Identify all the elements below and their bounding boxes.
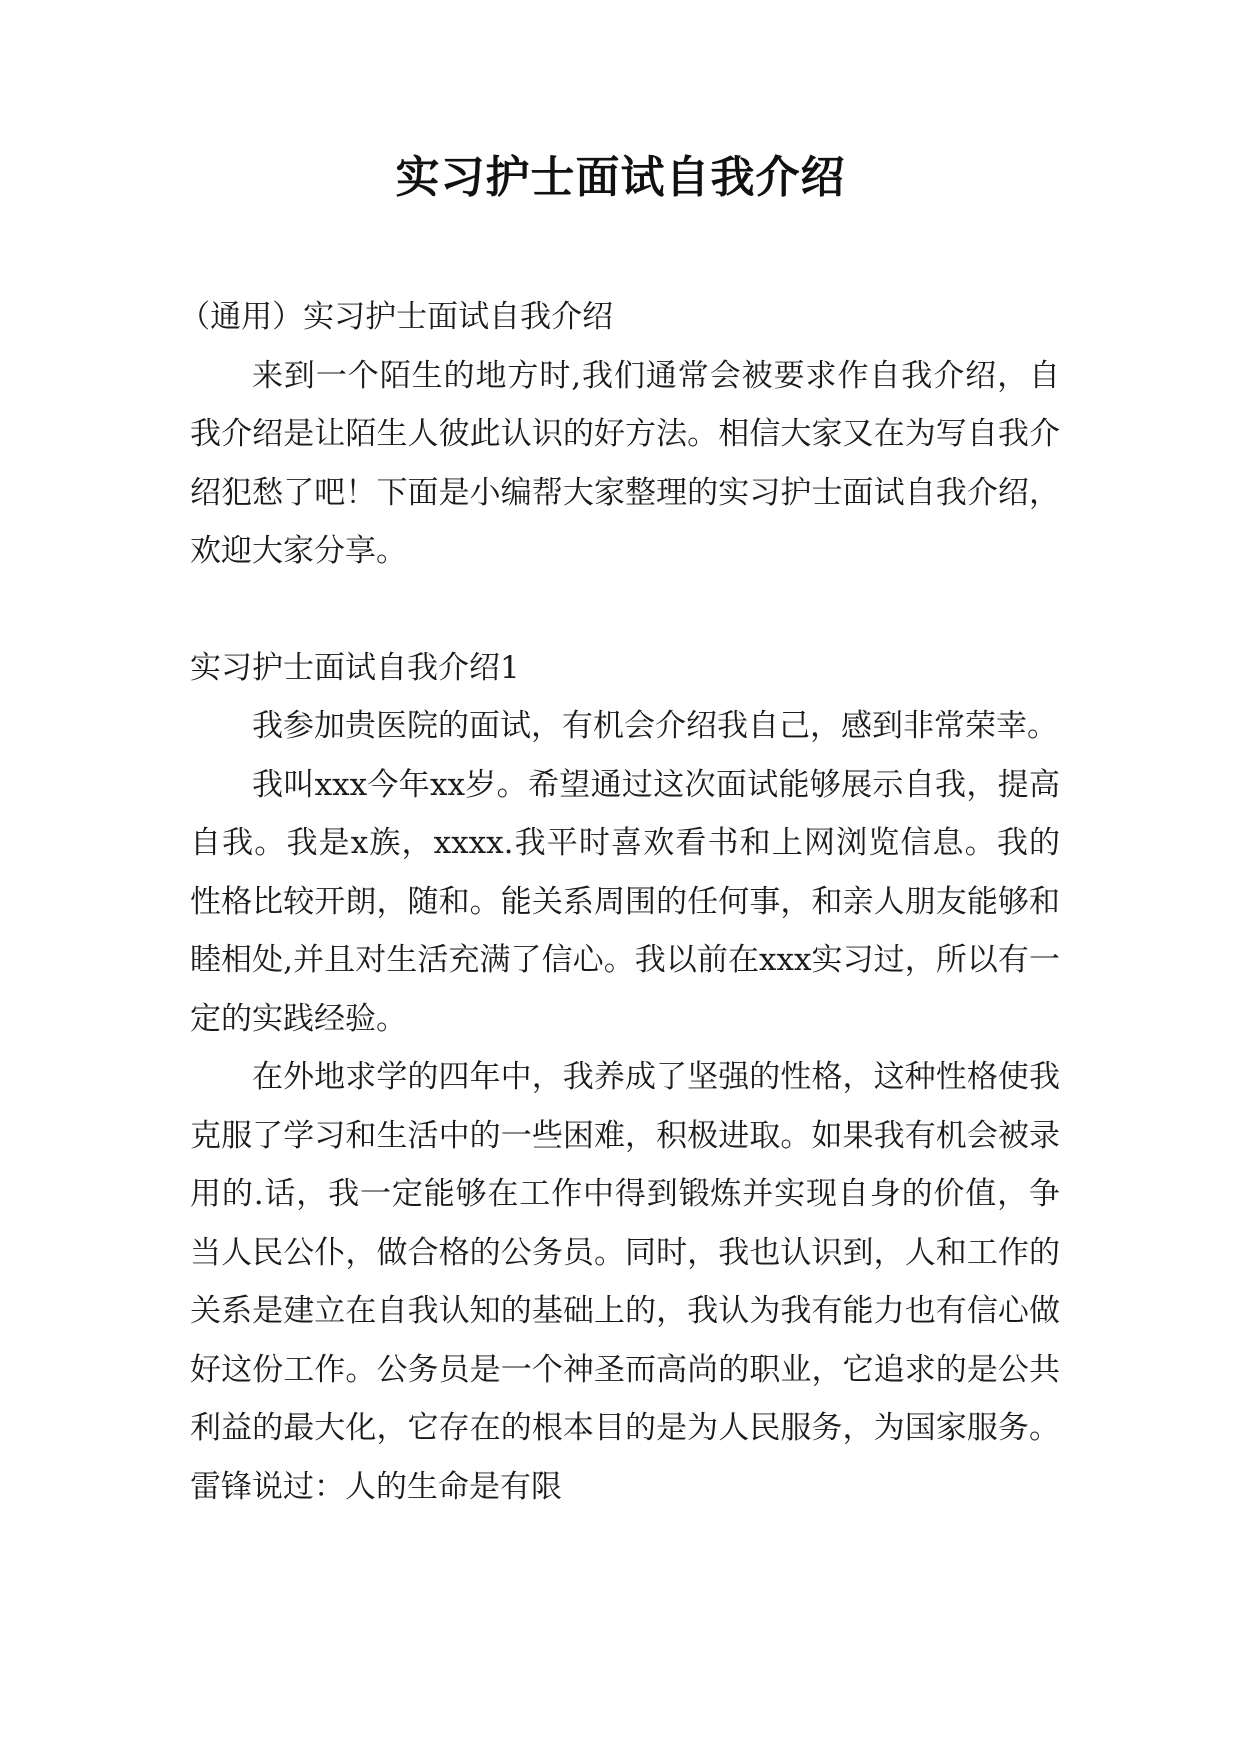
intro-paragraph: 来到一个陌生的地方时,我们通常会被要求作自我介绍，自我介绍是让陌生人彼此认识的好方法。相信大家又在为写自我介绍犯愁了吧！下面是小编帮大家整理的实习护士面试自我介绍，欢迎大家分享。 bbox=[190, 357, 1060, 569]
document-body bbox=[179, 288, 1060, 1516]
document-title: 实习护士面试自我介绍 bbox=[395, 152, 846, 203]
section-heading: 实习护士面试自我介绍1 bbox=[190, 649, 520, 686]
body-paragraph: 我叫xxx今年xx岁。希望通过这次面试能够展示自我，提高自我。我是x族，xxxx.我平时喜欢看书和上网浏览信息。我的性格比较开朗，随和。能关系周围的任何事，和亲人朋友能够和睦相处,并且对生活充满了信心。我以前在xxx实习过，所以有一定的实践经验。 bbox=[190, 766, 1060, 1037]
document-subtitle: （通用）实习护士面试自我介绍 bbox=[179, 299, 614, 335]
body-paragraph: 我参加贵医院的面试，有机会介绍我自己，感到非常荣幸。 bbox=[252, 708, 1058, 744]
body-paragraph: 在外地求学的四年中，我养成了坚强的性格，这种性格使我克服了学习和生活中的一些困难，积极进取。如果我有机会被录用的.话，我一定能够在工作中得到锻炼并实现自身的价值，争当人民公仆，做合格的公务员。同时，我也认识到，人和工作的关系是建立在自我认知的基础上的，我认为我有能力也有信心做好这份工作。公务员是一个神圣而高尚的职业，它追求的是公共利益的最大化，它存在的根本目的是为人民服务，为国家服务。雷锋说过：人的生命是有限 bbox=[190, 1059, 1060, 1505]
